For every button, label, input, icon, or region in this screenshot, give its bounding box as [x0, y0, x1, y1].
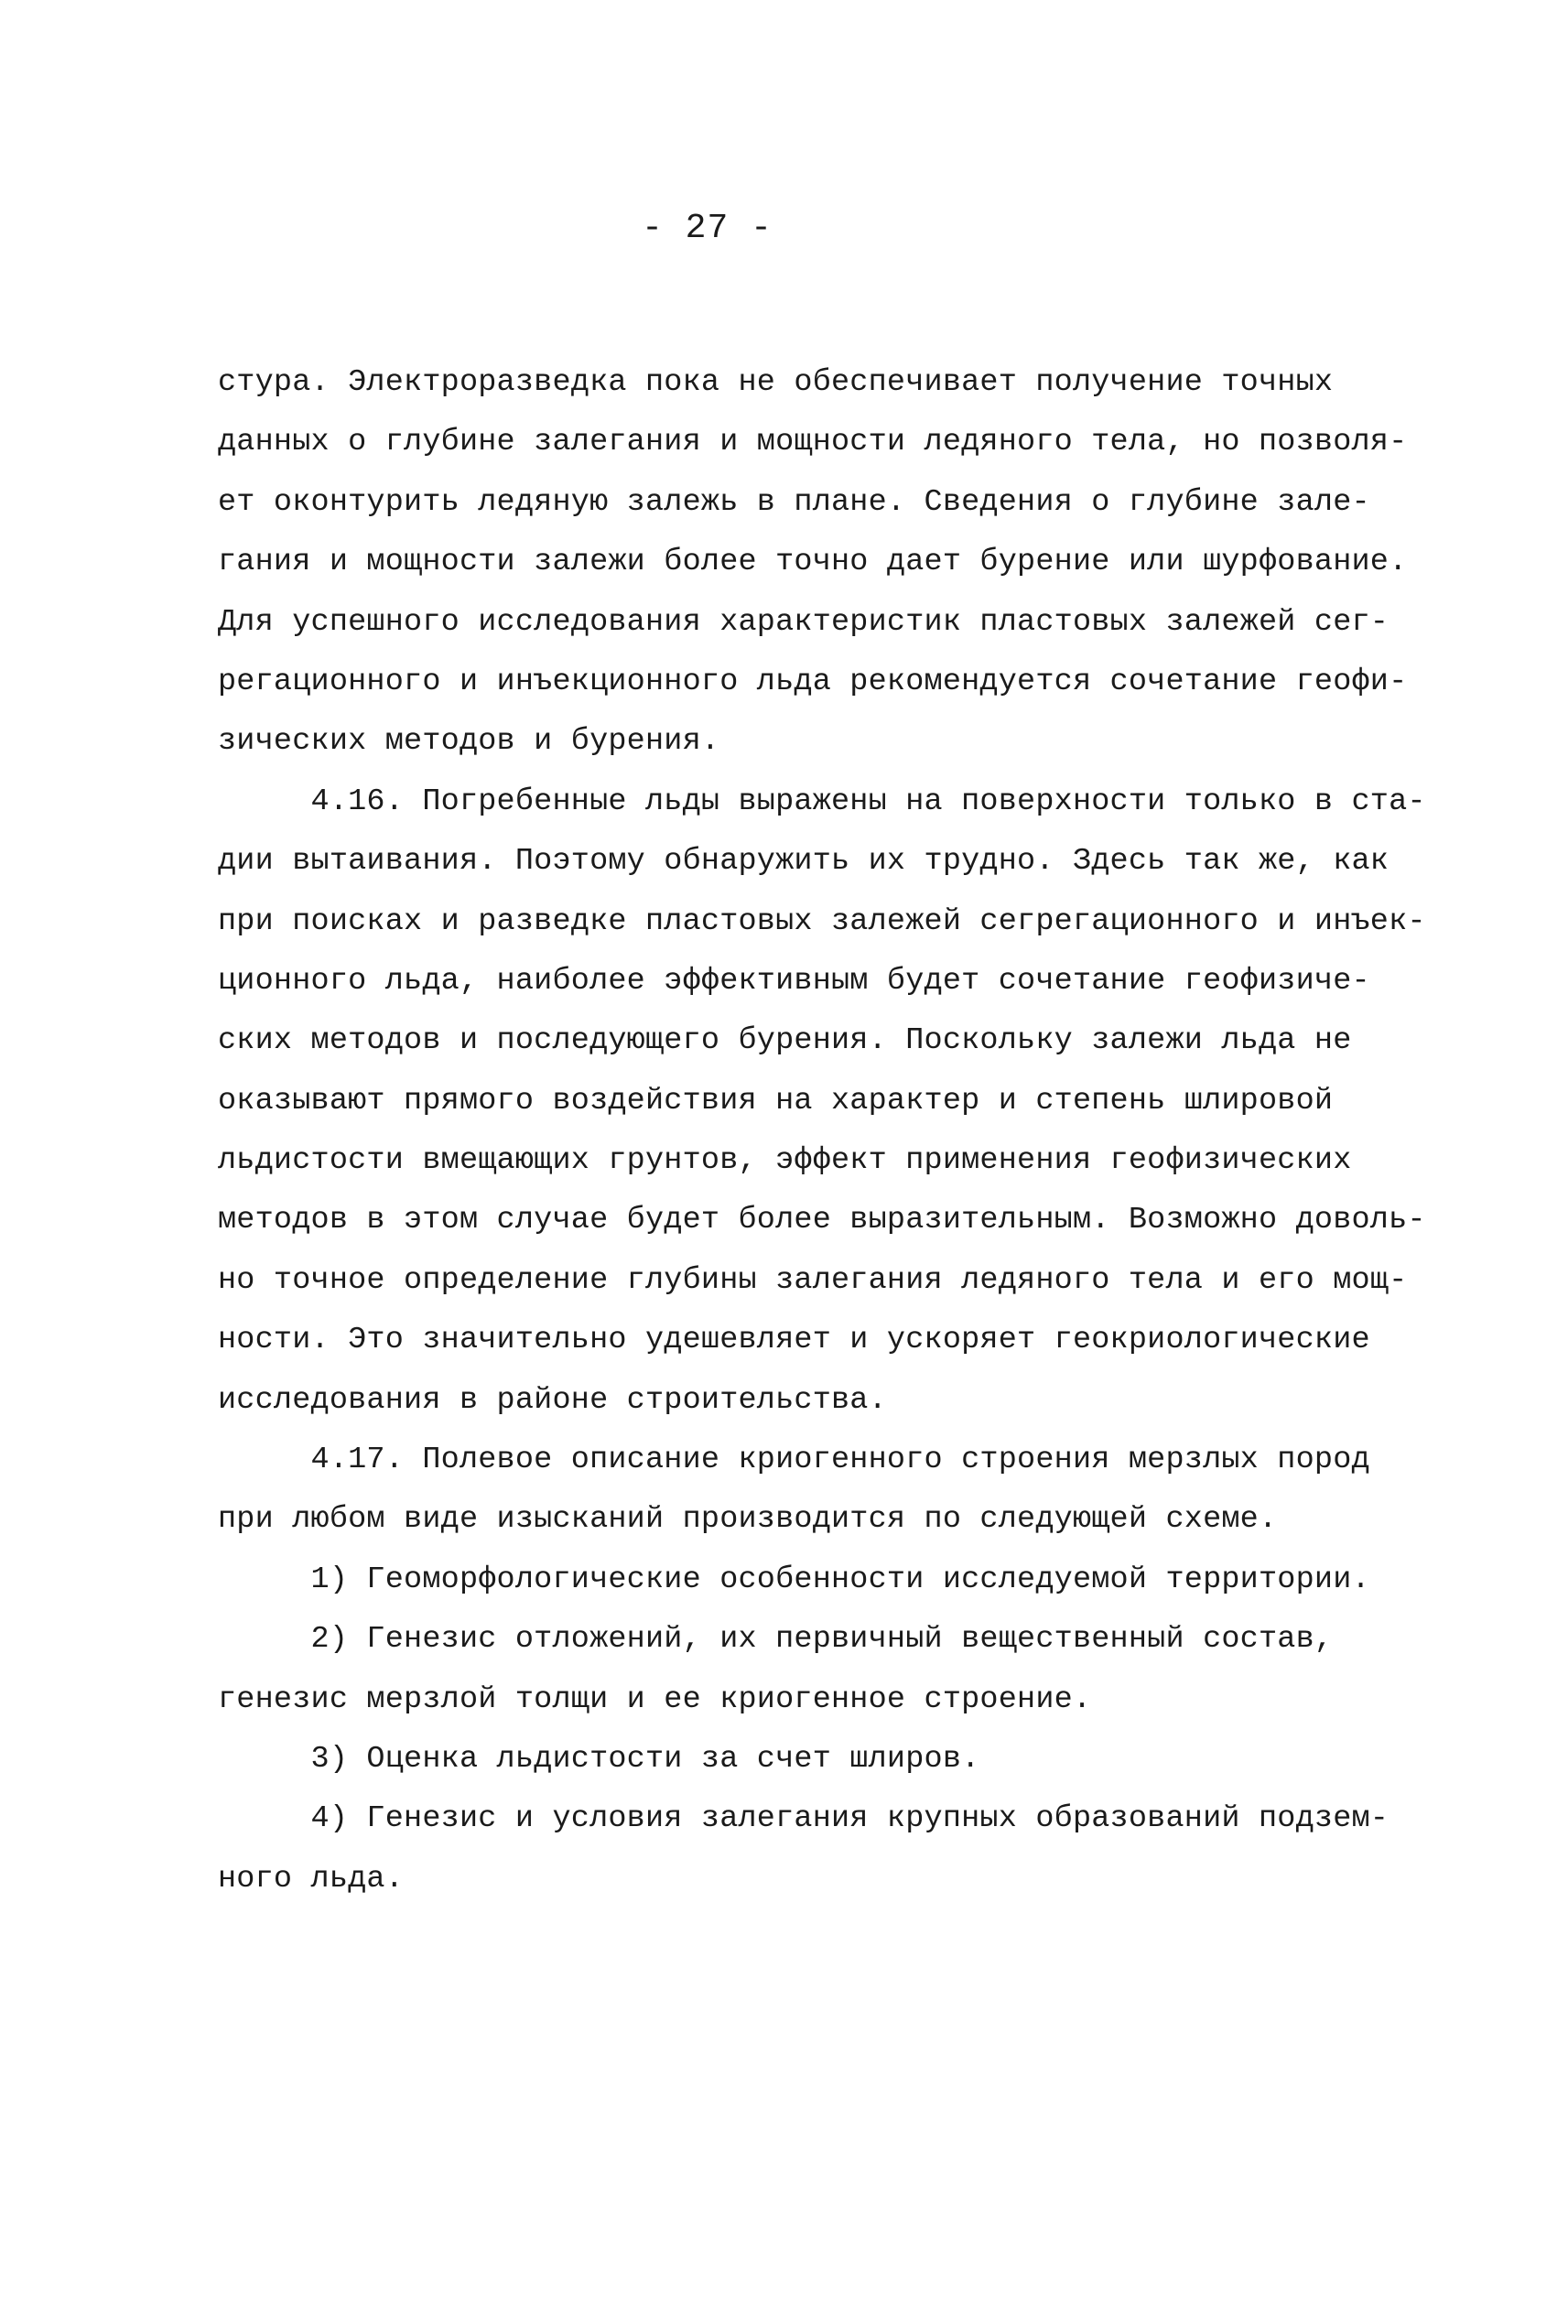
text-line: 2) Генезис отложений, их первичный вещественный состав,: [218, 1622, 1334, 1658]
text-line: Для успешного исследования характеристик пластовых залежей сег-: [218, 604, 1390, 640]
text-line: данных о глубине залегания и мощности ледяного тела, но позволя-: [218, 425, 1408, 460]
text-line: при поисках и разведке пластовых залежей сегрегационного и инъек-: [218, 903, 1426, 939]
text-line: дии вытаивания. Поэтому обнаружить их трудно. Здесь так же, как: [218, 844, 1390, 880]
text-line: 1) Геоморфологические особенности исследуемой территории.: [218, 1562, 1370, 1597]
text-line: 4.16. Погребенные льды выражены на поверхности только в ста-: [218, 784, 1426, 819]
text-line: 3) Оценка льдистости за счет шлиров.: [218, 1741, 980, 1777]
text-line: при любом виде изысканий производится по следующей схеме.: [218, 1502, 1278, 1538]
text-line: 4) Генезис и условия залегания крупных образований подзем-: [218, 1801, 1390, 1837]
text-line: стура. Электроразведка пока не обеспечивает получение точных: [218, 365, 1334, 400]
text-line: ности. Это значительно удешевляет и ускоряет геокриологические: [218, 1323, 1370, 1358]
text-line: ских методов и последующего бурения. Поскольку залежи льда не: [218, 1023, 1352, 1059]
text-line: регационного и инъекционного льда рекомендуется сочетание геофи-: [218, 664, 1408, 699]
text-line: ного льда.: [218, 1861, 405, 1897]
text-line: зических методов и бурения.: [218, 724, 720, 760]
text-line: гания и мощности залежи более точно дает бурение или шурфование.: [218, 545, 1408, 580]
text-line: исследования в районе строительства.: [218, 1382, 887, 1418]
text-line: но точное определение глубины залегания ледяного тела и его мощ-: [218, 1262, 1408, 1298]
text-line: ет оконтурить ледяную залежь в плане. Сведения о глубине зале-: [218, 484, 1370, 520]
text-line: генезис мерзлой толщи и ее криогенное строение.: [218, 1681, 1092, 1717]
text-line: методов в этом случае будет более выразительным. Возможно доволь-: [218, 1203, 1426, 1238]
text-line: льдистости вмещающих грунтов, эффект применения геофизических: [218, 1143, 1352, 1179]
text-line: оказывают прямого воздействия на характер и степень шлировой: [218, 1083, 1334, 1119]
text-line: ционного льда, наиболее эффективным будет сочетание геофизиче-: [218, 963, 1370, 999]
text-line: 4.17. Полевое описание криогенного строения мерзлых пород: [218, 1443, 1370, 1478]
body-text: [218, 353, 1426, 1909]
page-number: - 27 -: [642, 209, 773, 248]
